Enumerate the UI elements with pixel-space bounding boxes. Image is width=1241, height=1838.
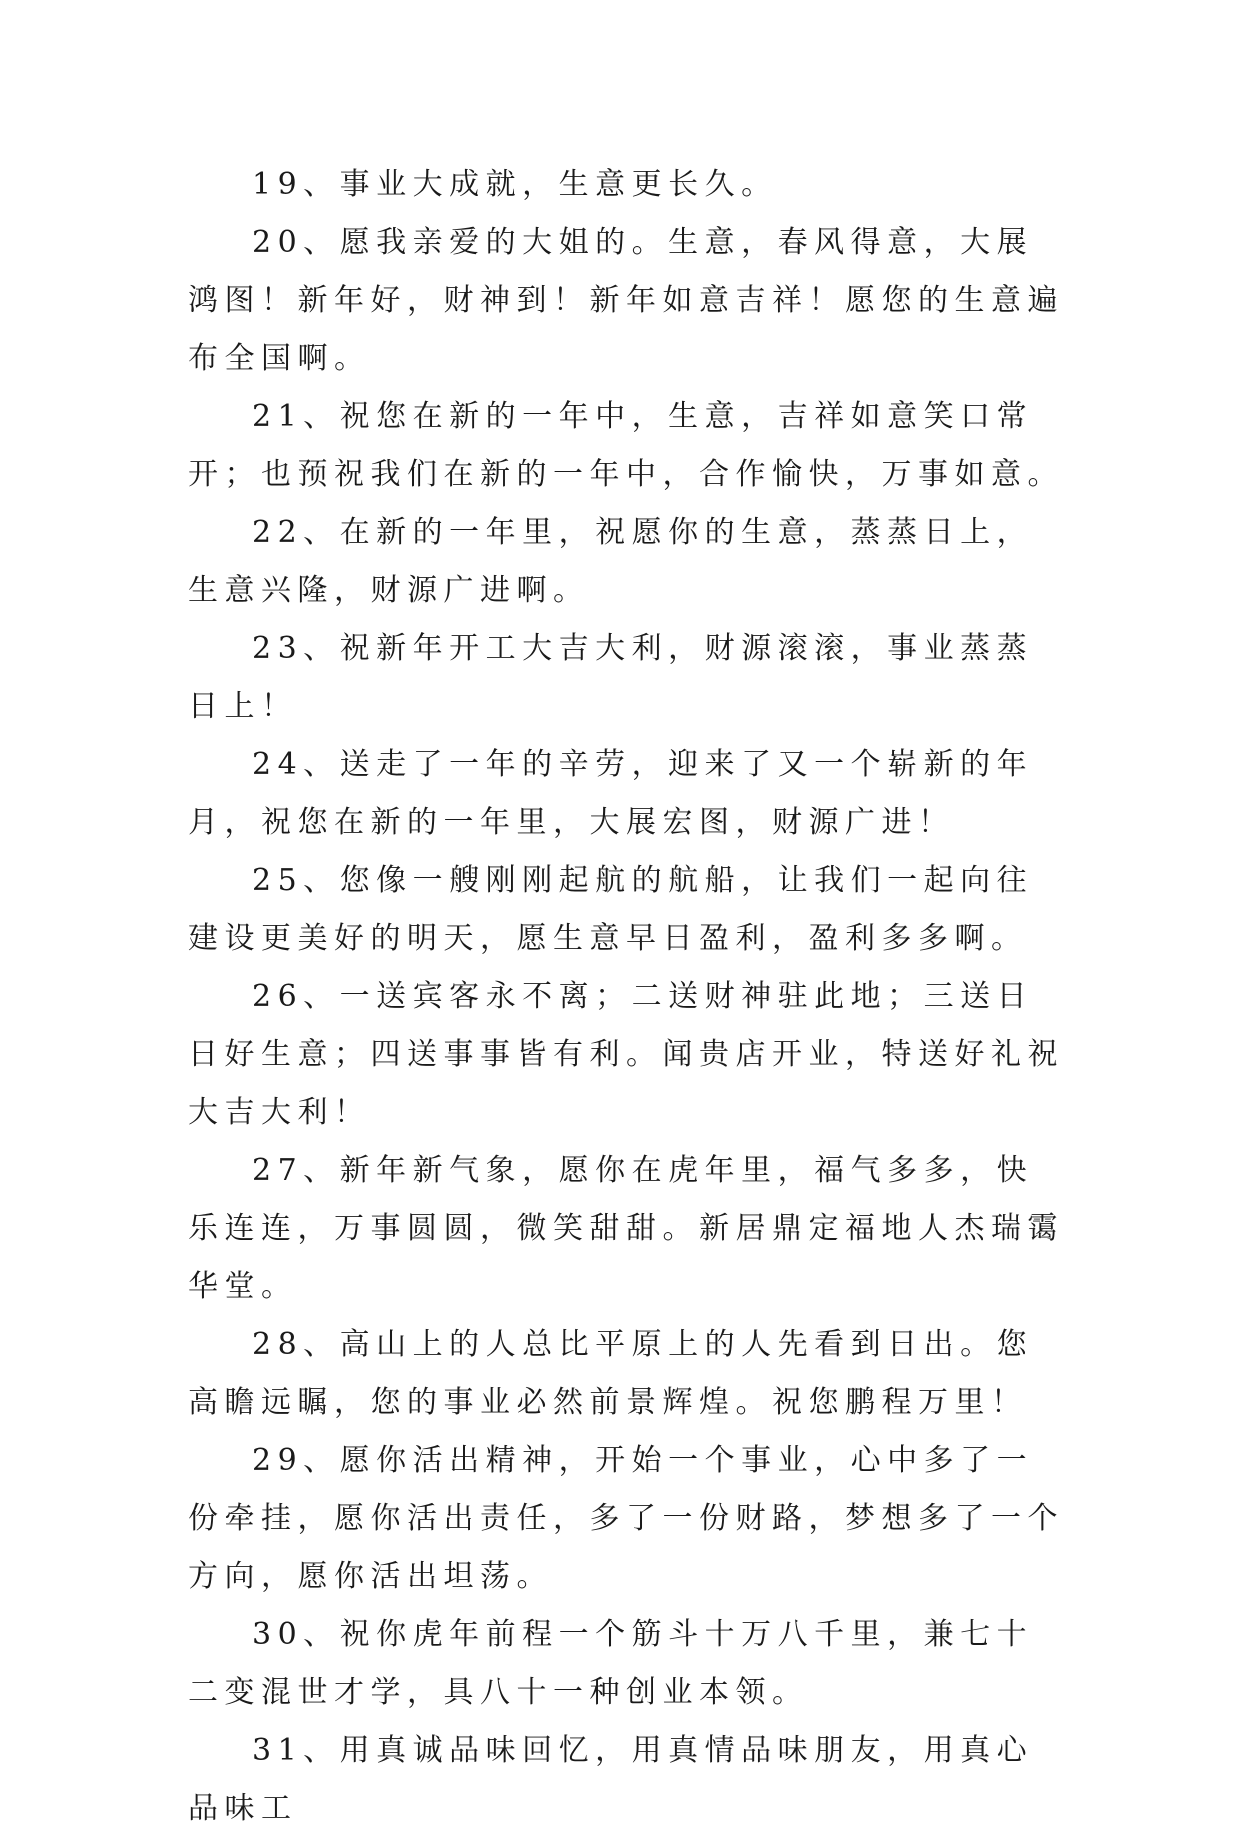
paragraph-23: 23、祝新年开工大吉大利，财源滚滚，事业蒸蒸日上！ bbox=[188, 631, 1034, 724]
paragraph-25: 25、您像一艘刚刚起航的航船，让我们一起向往建设更美好的明天，愿生意早日盈利，盈利多多啊。 bbox=[188, 863, 1034, 956]
document-body bbox=[188, 156, 1068, 1838]
paragraph-19: 19、事业大成就，生意更长久。 bbox=[252, 167, 778, 202]
paragraph-27: 27、新年新气象，愿你在虎年里，福气多多，快乐连连，万事圆圆，微笑甜甜。新居鼎定福地人杰瑞霭华堂。 bbox=[188, 1153, 1064, 1304]
paragraph-26: 26、一送宾客永不离；二送财神驻此地；三送日日好生意；四送事事皆有利。闻贵店开业，特送好礼祝大吉大利！ bbox=[188, 979, 1064, 1130]
paragraph-22: 22、在新的一年里，祝愿你的生意，蒸蒸日上，生意兴隆，财源广进啊。 bbox=[188, 515, 1034, 608]
paragraph-30: 30、祝你虎年前程一个筋斗十万八千里，兼七十二变混世才学，具八十一种创业本领。 bbox=[188, 1617, 1034, 1710]
paragraph-20: 20、愿我亲爱的大姐的。生意，春风得意，大展鸿图！新年好，财神到！新年如意吉祥！愿您的生意遍布全国啊。 bbox=[188, 225, 1064, 376]
paragraph-24: 24、送走了一年的辛劳，迎来了又一个崭新的年月，祝您在新的一年里，大展宏图，财源广进！ bbox=[188, 747, 1034, 840]
paragraph-28: 28、高山上的人总比平原上的人先看到日出。您高瞻远瞩，您的事业必然前景辉煌。祝您鹏程万里！ bbox=[188, 1327, 1034, 1420]
paragraph-29: 29、愿你活出精神，开始一个事业，心中多了一份牵挂，愿你活出责任，多了一份财路，梦想多了一个方向，愿你活出坦荡。 bbox=[188, 1443, 1064, 1594]
paragraph-21: 21、祝您在新的一年中，生意，吉祥如意笑口常开；也预祝我们在新的一年中，合作愉快，万事如意。 bbox=[188, 399, 1064, 492]
paragraph-31: 31、用真诚品味回忆，用真情品味朋友，用真心品味工 bbox=[188, 1733, 1034, 1826]
